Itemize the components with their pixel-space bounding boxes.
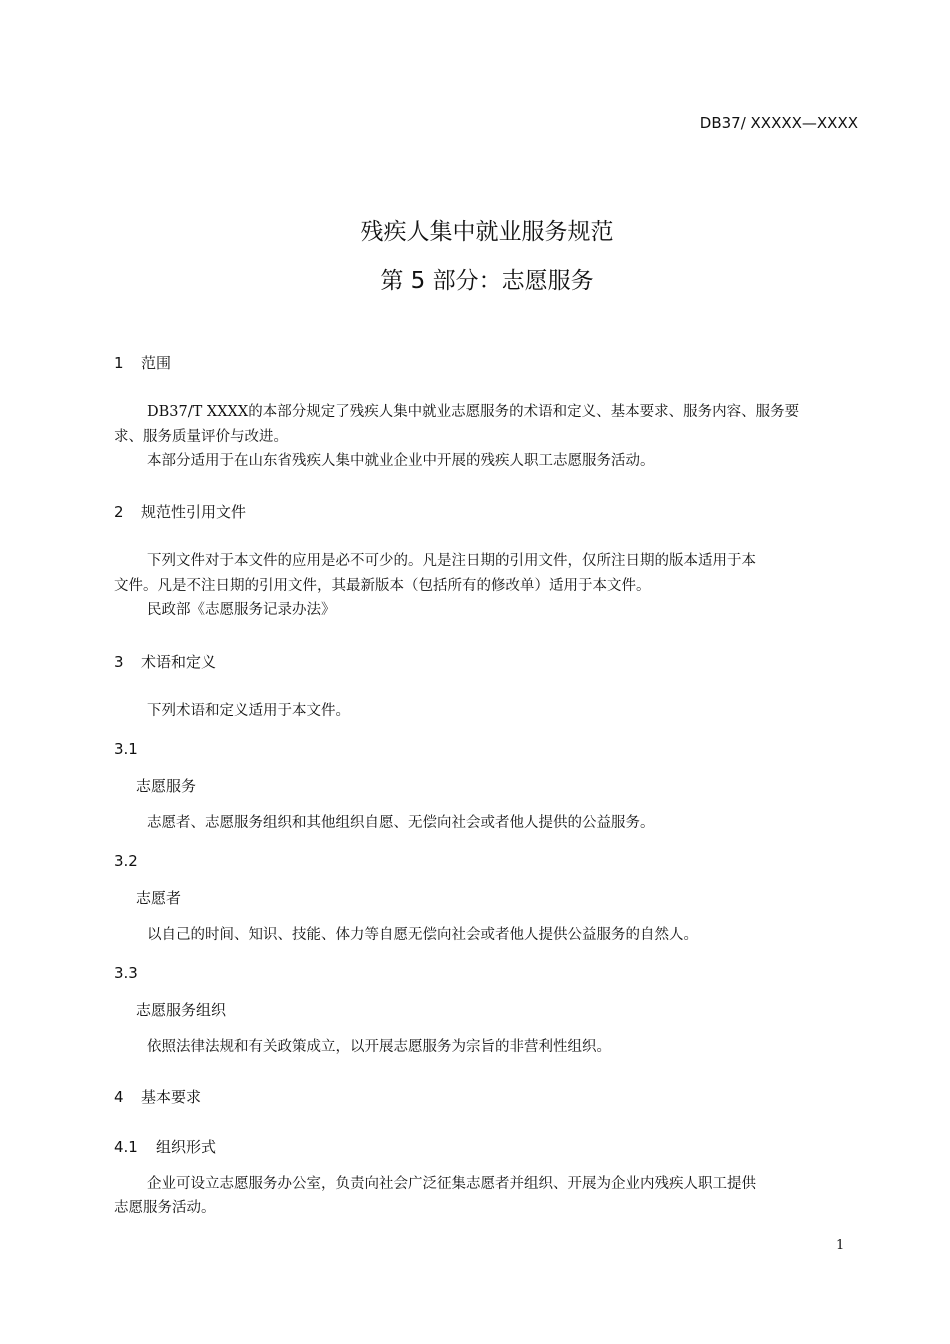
section-4-heading: 4 基本要求 [114, 1088, 202, 1106]
paragraph-line: 企业可设立志愿服务办公室，负责向社会广泛征集志愿者并组织、开展为企业内残疾人职工提供 [147, 1176, 756, 1192]
section-3-heading: 3 术语和定义 [114, 653, 217, 671]
document-code: DB37/ XXXXX—XXXX [699, 114, 858, 132]
paragraph-line: 志愿服务活动。 [114, 1200, 216, 1216]
paragraph-line: 下列术语和定义适用于本文件。 [147, 703, 350, 719]
page-number: 1 [836, 1238, 845, 1253]
paragraph-line: 本部分适用于在山东省残疾人集中就业企业中开展的残疾人职工志愿服务活动。 [147, 453, 655, 469]
paragraph-line: DB37/T XXXX的本部分规定了残疾人集中就业志愿服务的术语和定义、基本要求、服务内容、服务要 [147, 404, 800, 420]
term-definition: 依照法律法规和有关政策成立，以开展志愿服务为宗旨的非营利性组织。 [147, 1039, 611, 1055]
paragraph-line: 求、服务质量评价与改进。 [114, 429, 288, 445]
term-definition: 志愿者、志愿服务组织和其他组织自愿、无偿向社会或者他人提供的公益服务。 [147, 815, 655, 831]
section-1-heading: 1 范围 [114, 354, 172, 372]
term-number: 3.3 [114, 964, 138, 982]
term-name: 志愿者 [136, 889, 182, 907]
term-number: 3.2 [114, 852, 138, 870]
term-name: 志愿服务 [136, 777, 197, 795]
document-title: 残疾人集中就业服务规范 [360, 219, 614, 245]
paragraph-line: 下列文件对于本文件的应用是必不可少的。凡是注日期的引用文件，仅所注日期的版本适用于本 [147, 553, 756, 569]
term-definition: 以自己的时间、知识、技能、体力等自愿无偿向社会或者他人提供公益服务的自然人。 [147, 927, 698, 943]
term-name: 志愿服务组织 [136, 1001, 227, 1019]
section-2-heading: 2 规范性引用文件 [114, 503, 247, 521]
document-subtitle: 第 5 部分：志愿服务 [380, 268, 594, 294]
paragraph-line: 文件。凡是不注日期的引用文件，其最新版本（包括所有的修改单）适用于本文件。 [114, 578, 651, 594]
paragraph-line: 民政部《志愿服务记录办法》 [147, 602, 336, 618]
section-4-1-heading: 4.1 组织形式 [114, 1138, 217, 1156]
term-number: 3.1 [114, 740, 138, 758]
